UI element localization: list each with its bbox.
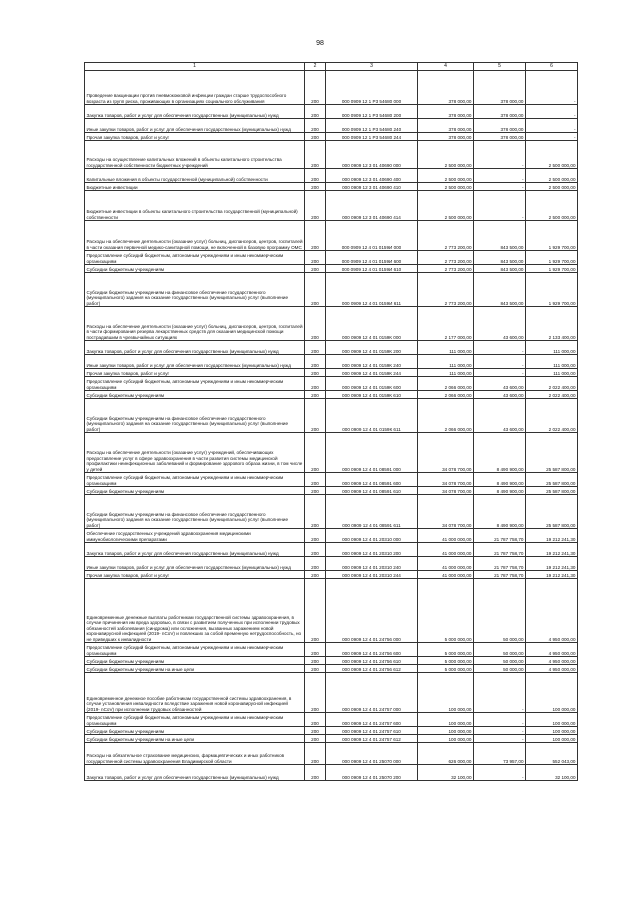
header-cell: 4	[418, 63, 474, 71]
cell-csr: 000 0909 12 4 01 0159И 610	[326, 265, 418, 273]
cell-v4: 32 100,00	[418, 765, 474, 781]
header-cell: 2	[305, 63, 326, 71]
cell-v6: 1 929 700,00	[526, 221, 578, 251]
cell-v6: 25 587 800,00	[526, 487, 578, 495]
cell-code: 200	[305, 369, 326, 377]
cell-csr: 000 0909 12 4 01 25070 000	[326, 743, 418, 765]
cell-csr: 000 0909 12 4 01 20310 000	[326, 529, 418, 543]
cell-v4: 100 000,00	[418, 735, 474, 743]
cell-v5: 843 500,00	[474, 265, 526, 273]
cell-code: 200	[305, 571, 326, 579]
cell-v4: 5 000 000,00	[418, 665, 474, 673]
cell-name: Закупка товаров, работ и услуг для обеспечения государственных (муниципальных) нужд	[85, 341, 305, 355]
cell-v6: -	[526, 105, 578, 119]
cell-code: 200	[305, 657, 326, 665]
table-row	[85, 369, 578, 377]
cell-v5: 843 500,00	[474, 273, 526, 307]
table-row	[85, 355, 578, 369]
table-row	[85, 71, 578, 105]
cell-name: Расходы на обязательное страхование медицинских, фармацевтических и иных работников государственной системы здравоохранения Владимирской области	[85, 743, 305, 765]
cell-v4: 2 500 000,00	[418, 141, 474, 169]
cell-v5: 8 490 900,00	[474, 487, 526, 495]
cell-v5: 43 600,00	[474, 391, 526, 399]
cell-v4: 2 500 000,00	[418, 191, 474, 221]
cell-v5: -	[474, 341, 526, 355]
cell-name: Расходы на обеспечение деятельности (оказание услуг) больниц, диспансеров, центров, госпиталей в части формирования резерва лекарственных средств для оказания медицинской помощи пострадавшим в чрезвычайных ситуациях	[85, 307, 305, 341]
cell-v6: -	[526, 71, 578, 105]
cell-v6: 25 587 800,00	[526, 433, 578, 473]
cell-name: Субсидии бюджетным учреждениям на иные цели	[85, 665, 305, 673]
cell-v6: 19 212 241,30	[526, 571, 578, 579]
cell-name: Прочая закупка товаров, работ и услуг	[85, 369, 305, 377]
table-row	[85, 735, 578, 743]
cell-v5: 378 000,00	[474, 119, 526, 133]
cell-v6: 2 500 000,00	[526, 191, 578, 221]
cell-csr: 000 0909 12 4 01 0159И 000	[326, 221, 418, 251]
cell-csr: 000 0909 12 4 01 20310 200	[326, 543, 418, 557]
cell-v5: 50 000,00	[474, 643, 526, 657]
cell-v6: 2 022 400,00	[526, 391, 578, 399]
cell-csr: 000 0909 12 4 01 0159К 200	[326, 341, 418, 355]
cell-v5: -	[474, 765, 526, 781]
cell-csr: 000 0909 12 4 01 24756 612	[326, 665, 418, 673]
cell-code: 200	[305, 191, 326, 221]
cell-v5: 378 000,00	[474, 71, 526, 105]
cell-csr: 000 0909 12 1 Р3 54680 240	[326, 119, 418, 133]
cell-v4: 111 000,00	[418, 369, 474, 377]
cell-v6: 4 950 000,00	[526, 643, 578, 657]
cell-code: 200	[305, 273, 326, 307]
table-row	[85, 307, 578, 341]
cell-v6: 111 000,00	[526, 369, 578, 377]
cell-v5: -	[474, 673, 526, 713]
cell-v6: 19 212 241,30	[526, 543, 578, 557]
cell-v4: 100 000,00	[418, 673, 474, 713]
cell-v5: -	[474, 191, 526, 221]
cell-code: 200	[305, 183, 326, 191]
table-row	[85, 743, 578, 765]
cell-name: Субсидии бюджетным учреждениям	[85, 265, 305, 273]
cell-code: 200	[305, 133, 326, 141]
cell-name: Капитальные вложения в объекты государственной (муниципальной) собственности	[85, 169, 305, 183]
cell-csr: 000 0909 12 4 01 0159И 600	[326, 251, 418, 265]
cell-v5: -	[474, 735, 526, 743]
cell-v6: 4 950 000,00	[526, 665, 578, 673]
cell-code: 200	[305, 169, 326, 183]
cell-csr: 000 0909 12 4 01 20310 244	[326, 571, 418, 579]
cell-v5: 73 957,00	[474, 743, 526, 765]
header-cell: 1	[85, 63, 305, 71]
cell-v6: 552 043,00	[526, 743, 578, 765]
cell-v4: 34 078 700,00	[418, 495, 474, 529]
cell-csr: 000 0909 12 4 01 24757 612	[326, 735, 418, 743]
cell-v5: -	[474, 369, 526, 377]
header-cell: 6	[526, 63, 578, 71]
cell-csr: 000 0909 12 4 01 24756 600	[326, 643, 418, 657]
cell-v4: 41 000 000,00	[418, 529, 474, 543]
cell-v4: 34 078 700,00	[418, 487, 474, 495]
table-row	[85, 473, 578, 487]
cell-v4: 2 177 000,00	[418, 307, 474, 341]
cell-v4: 2 773 200,00	[418, 265, 474, 273]
cell-v5: 8 490 900,00	[474, 433, 526, 473]
cell-code: 200	[305, 265, 326, 273]
cell-csr: 000 0909 12 4 01 24757 610	[326, 727, 418, 735]
cell-v4: 2 773 200,00	[418, 221, 474, 251]
cell-v5: 43 600,00	[474, 307, 526, 341]
cell-code: 200	[305, 473, 326, 487]
cell-code: 200	[305, 765, 326, 781]
cell-v5: 50 000,00	[474, 579, 526, 643]
cell-v6: 1 929 700,00	[526, 251, 578, 265]
cell-code: 200	[305, 735, 326, 743]
table-row	[85, 273, 578, 307]
table-row	[85, 765, 578, 781]
cell-code: 200	[305, 399, 326, 433]
cell-name: Проведение вакцинации против пневмококковой инфекции граждан старше трудоспособного возраста из групп риска, проживающих в организациях социального обслуживания	[85, 71, 305, 105]
cell-name: Расходы на обеспечение деятельности (оказание услуг) учреждений, обеспечивающих предоставление услуг в сфере здравоохранения в части развития системы медицинской профилактики неинфекционных заболеваний и формирование здорового образа жизни, в том числе у детей	[85, 433, 305, 473]
cell-v6: 111 000,00	[526, 355, 578, 369]
cell-csr: 000 0909 12 4 01 08591 600	[326, 473, 418, 487]
table-row	[85, 399, 578, 433]
cell-csr: 000 0909 12 4 01 08591 610	[326, 487, 418, 495]
cell-csr: 000 0909 12 4 01 0159И 611	[326, 273, 418, 307]
cell-name: Субсидии бюджетным учреждениям на финансовое обеспечение государственного (муниципального) задания на оказание государственных (муниципальных) услуг (выполнение работ)	[85, 273, 305, 307]
cell-v5: -	[474, 183, 526, 191]
table-row	[85, 557, 578, 571]
cell-v4: 2 773 200,00	[418, 251, 474, 265]
cell-code: 200	[305, 557, 326, 571]
table-row	[85, 673, 578, 713]
cell-code: 200	[305, 105, 326, 119]
cell-name: Субсидии бюджетным учреждениям	[85, 727, 305, 735]
table-row	[85, 495, 578, 529]
cell-name: Единовременные денежные выплаты работникам государственной системы здравоохранения, в случае причинения им вреда здоровью, в связи с развитием полученных при исполнении трудовых обязанностей заболевания (синдрома) или осложнения, вызванных заражением новой коронавирусной инфекцией (2019- nCoV) и повлекших за собой временную нетрудоспособность, но не приведших к инвалидности	[85, 579, 305, 643]
cell-v5: 8 490 900,00	[474, 473, 526, 487]
cell-name: Предоставление субсидий бюджетным, автономным учреждениям и иным некоммерческим организациям	[85, 251, 305, 265]
cell-v6: 1 929 700,00	[526, 265, 578, 273]
cell-csr: 000 0909 12 3 01 40690 000	[326, 141, 418, 169]
cell-name: Субсидии бюджетным учреждениям	[85, 657, 305, 665]
cell-name: Бюджетные инвестиции	[85, 183, 305, 191]
cell-csr: 000 0909 12 4 01 0159К 611	[326, 399, 418, 433]
cell-code: 200	[305, 743, 326, 765]
header-cell: 3	[326, 63, 418, 71]
cell-v5: 21 787 758,70	[474, 543, 526, 557]
cell-v4: 2 066 000,00	[418, 377, 474, 391]
cell-code: 200	[305, 141, 326, 169]
cell-csr: 000 0909 12 1 Р3 54680 200	[326, 105, 418, 119]
cell-v5: -	[474, 727, 526, 735]
cell-v5: 843 500,00	[474, 251, 526, 265]
cell-code: 200	[305, 643, 326, 657]
cell-v5: -	[474, 169, 526, 183]
cell-code: 200	[305, 713, 326, 727]
cell-code: 200	[305, 307, 326, 341]
cell-csr: 000 0909 12 4 01 08591 000	[326, 433, 418, 473]
cell-name: Закупка товаров, работ и услуг для обеспечения государственных (муниципальных) нужд	[85, 543, 305, 557]
cell-v5: -	[474, 141, 526, 169]
cell-csr: 000 0909 12 4 01 24757 000	[326, 673, 418, 713]
cell-name: Иные закупки товаров, работ и услуг для обеспечения государственных (муниципальных) нужд	[85, 557, 305, 571]
cell-v4: 2 066 000,00	[418, 391, 474, 399]
cell-v6: 2 500 000,00	[526, 141, 578, 169]
cell-v5: 8 490 900,00	[474, 495, 526, 529]
table-row	[85, 265, 578, 273]
cell-code: 200	[305, 251, 326, 265]
table-row	[85, 727, 578, 735]
table-row	[85, 221, 578, 251]
page-number: 98	[316, 40, 324, 47]
table-row	[85, 105, 578, 119]
cell-v4: 34 078 700,00	[418, 473, 474, 487]
cell-name: Прочая закупка товаров, работ и услуг	[85, 133, 305, 141]
cell-v6: 100 000,00	[526, 735, 578, 743]
cell-v4: 5 000 000,00	[418, 657, 474, 665]
cell-v4: 626 000,00	[418, 743, 474, 765]
cell-v6: 4 950 000,00	[526, 657, 578, 665]
cell-v6: 19 212 241,30	[526, 557, 578, 571]
cell-v4: 378 000,00	[418, 71, 474, 105]
cell-v6: 100 000,00	[526, 713, 578, 727]
table-row	[85, 543, 578, 557]
cell-v4: 41 000 000,00	[418, 571, 474, 579]
cell-v4: 2 500 000,00	[418, 169, 474, 183]
cell-v5: 21 787 758,70	[474, 571, 526, 579]
cell-v6: 19 212 241,30	[526, 529, 578, 543]
cell-v4: 378 000,00	[418, 105, 474, 119]
cell-name: Прочая закупка товаров, работ и услуг	[85, 571, 305, 579]
cell-v4: 2 773 200,00	[418, 273, 474, 307]
table-row	[85, 643, 578, 657]
table-row	[85, 665, 578, 673]
cell-code: 200	[305, 543, 326, 557]
cell-name: Субсидии бюджетным учреждениям на финансовое обеспечение государственного (муниципального) задания на оказание государственных (муниципальных) услуг (выполнение работ)	[85, 399, 305, 433]
table-row	[85, 377, 578, 391]
cell-name: Закупка товаров, работ и услуг для обеспечения государственных (муниципальных) нужд	[85, 765, 305, 781]
cell-v5: 43 600,00	[474, 377, 526, 391]
cell-v6: 111 000,00	[526, 341, 578, 355]
cell-v5: 21 787 758,70	[474, 529, 526, 543]
cell-v4: 111 000,00	[418, 341, 474, 355]
cell-csr: 000 0909 12 4 01 0159К 610	[326, 391, 418, 399]
cell-code: 200	[305, 377, 326, 391]
table-row	[85, 657, 578, 665]
cell-code: 200	[305, 529, 326, 543]
cell-v4: 100 000,00	[418, 727, 474, 735]
cell-name: Субсидии бюджетным учреждениям	[85, 391, 305, 399]
cell-v6: 100 000,00	[526, 673, 578, 713]
cell-name: Обеспечение государственных учреждений здравоохранения медицинскими иммунобиологическими препаратами	[85, 529, 305, 543]
cell-v5: -	[474, 713, 526, 727]
cell-v6: 2 022 400,00	[526, 377, 578, 391]
cell-csr: 000 0909 12 4 01 24756 610	[326, 657, 418, 665]
cell-csr: 000 0909 12 4 01 0159К 000	[326, 307, 418, 341]
table-row	[85, 133, 578, 141]
cell-v6: 2 022 400,00	[526, 399, 578, 433]
cell-v5: 378 000,00	[474, 133, 526, 141]
cell-name: Единовременное денежное пособие работникам государственной системы здравоохранения, в случае установления инвалидности вследствие заражения новой коронавирусной инфекцией (2019- nCoV) при исполнении трудовых обязанностей	[85, 673, 305, 713]
table-row	[85, 119, 578, 133]
cell-v6: 4 950 000,00	[526, 579, 578, 643]
cell-code: 200	[305, 673, 326, 713]
table-row	[85, 433, 578, 473]
cell-name: Иные закупки товаров, работ и услуг для обеспечения государственных (муниципальных) нужд	[85, 119, 305, 133]
cell-code: 200	[305, 391, 326, 399]
cell-name: Иные закупки товаров, работ и услуг для обеспечения государственных (муниципальных) нужд	[85, 355, 305, 369]
table-row	[85, 183, 578, 191]
cell-v5: 50 000,00	[474, 665, 526, 673]
cell-name: Предоставление субсидий бюджетным, автономным учреждениям и иным некоммерческим организациям	[85, 713, 305, 727]
cell-name: Субсидии бюджетным учреждениям на финансовое обеспечение государственного (муниципального) задания на оказание государственных (муниципальных) услуг (выполнение работ)	[85, 495, 305, 529]
cell-csr: 000 0909 12 4 01 25070 200	[326, 765, 418, 781]
cell-code: 200	[305, 71, 326, 105]
cell-v4: 41 000 000,00	[418, 557, 474, 571]
table-row	[85, 191, 578, 221]
cell-v4: 100 000,00	[418, 713, 474, 727]
header-cell: 5	[474, 63, 526, 71]
cell-name: Предоставление субсидий бюджетным, автономным учреждениям и иным некоммерческим организациям	[85, 473, 305, 487]
cell-csr: 000 0909 12 4 01 20310 240	[326, 557, 418, 571]
cell-name: Расходы на обеспечение деятельности (оказание услуг) больниц, диспансеров, центров, госпиталей в части оказания первичной медико-санитарной помощи, не включенной в базовую программу ОМС	[85, 221, 305, 251]
table-row	[85, 487, 578, 495]
cell-v6: -	[526, 119, 578, 133]
cell-v5: 843 500,00	[474, 221, 526, 251]
table-row	[85, 529, 578, 543]
cell-v6: 2 133 400,00	[526, 307, 578, 341]
cell-csr: 000 0909 12 4 01 0159К 240	[326, 355, 418, 369]
cell-csr: 000 0909 12 4 01 0159К 244	[326, 369, 418, 377]
cell-csr: 000 0909 12 1 Р3 54680 244	[326, 133, 418, 141]
cell-csr: 000 0909 12 4 01 08591 611	[326, 495, 418, 529]
cell-csr: 000 0909 12 4 01 24757 600	[326, 713, 418, 727]
cell-v4: 378 000,00	[418, 119, 474, 133]
cell-v6: 2 500 000,00	[526, 183, 578, 191]
cell-code: 200	[305, 341, 326, 355]
cell-csr: 000 0909 12 3 01 40690 400	[326, 169, 418, 183]
cell-code: 200	[305, 355, 326, 369]
cell-v4: 2 066 000,00	[418, 399, 474, 433]
cell-v6: 100 000,00	[526, 727, 578, 735]
cell-name: Бюджетные инвестиции в объекты капитального строительства государственной (муниципальной) собственности	[85, 191, 305, 221]
cell-v5: 21 787 758,70	[474, 557, 526, 571]
cell-v4: 111 000,00	[418, 355, 474, 369]
cell-code: 200	[305, 433, 326, 473]
cell-v6: -	[526, 133, 578, 141]
cell-v5: 378 000,00	[474, 105, 526, 119]
cell-v4: 5 000 000,00	[418, 643, 474, 657]
cell-code: 200	[305, 487, 326, 495]
cell-v6: 25 587 800,00	[526, 473, 578, 487]
table-row	[85, 251, 578, 265]
cell-csr: 000 0909 12 1 Р3 54680 000	[326, 71, 418, 105]
table-row	[85, 579, 578, 643]
table-row	[85, 571, 578, 579]
cell-name: Предоставление субсидий бюджетным, автономным учреждениям и иным некоммерческим организациям	[85, 643, 305, 657]
cell-v6: 25 587 800,00	[526, 495, 578, 529]
cell-code: 200	[305, 665, 326, 673]
table-row	[85, 391, 578, 399]
cell-name: Закупка товаров, работ и услуг для обеспечения государственных (муниципальных) нужд	[85, 105, 305, 119]
cell-code: 200	[305, 579, 326, 643]
table-header-row	[85, 63, 578, 71]
table-row	[85, 141, 578, 169]
cell-code: 200	[305, 221, 326, 251]
cell-v5: -	[474, 355, 526, 369]
table-row	[85, 341, 578, 355]
table-row	[85, 169, 578, 183]
cell-name: Предоставление субсидий бюджетным, автономным учреждениям и иным некоммерческим организациям	[85, 377, 305, 391]
cell-v4: 34 078 700,00	[418, 433, 474, 473]
cell-v4: 41 000 000,00	[418, 543, 474, 557]
cell-v6: 32 100,00	[526, 765, 578, 781]
cell-csr: 000 0909 12 3 01 40690 410	[326, 183, 418, 191]
cell-code: 200	[305, 495, 326, 529]
cell-code: 200	[305, 119, 326, 133]
cell-v5: 50 000,00	[474, 657, 526, 665]
cell-v4: 378 000,00	[418, 133, 474, 141]
cell-v6: 2 500 000,00	[526, 169, 578, 183]
cell-v4: 2 500 000,00	[418, 183, 474, 191]
cell-csr: 000 0909 12 3 01 40690 414	[326, 191, 418, 221]
cell-name: Расходы на осуществление капитальных вложений в объекты капитального строительства государственной собственности бюджетных учреждений	[85, 141, 305, 169]
cell-v6: 1 929 700,00	[526, 273, 578, 307]
table-row	[85, 713, 578, 727]
cell-csr: 000 0909 12 4 01 24756 000	[326, 579, 418, 643]
cell-v4: 5 000 000,00	[418, 579, 474, 643]
cell-name: Субсидии бюджетным учреждениям на иные цели	[85, 735, 305, 743]
cell-csr: 000 0909 12 4 01 0159К 600	[326, 377, 418, 391]
budget-table	[84, 62, 578, 781]
cell-code: 200	[305, 727, 326, 735]
cell-v5: 43 600,00	[474, 399, 526, 433]
cell-name: Субсидии бюджетным учреждениям	[85, 487, 305, 495]
